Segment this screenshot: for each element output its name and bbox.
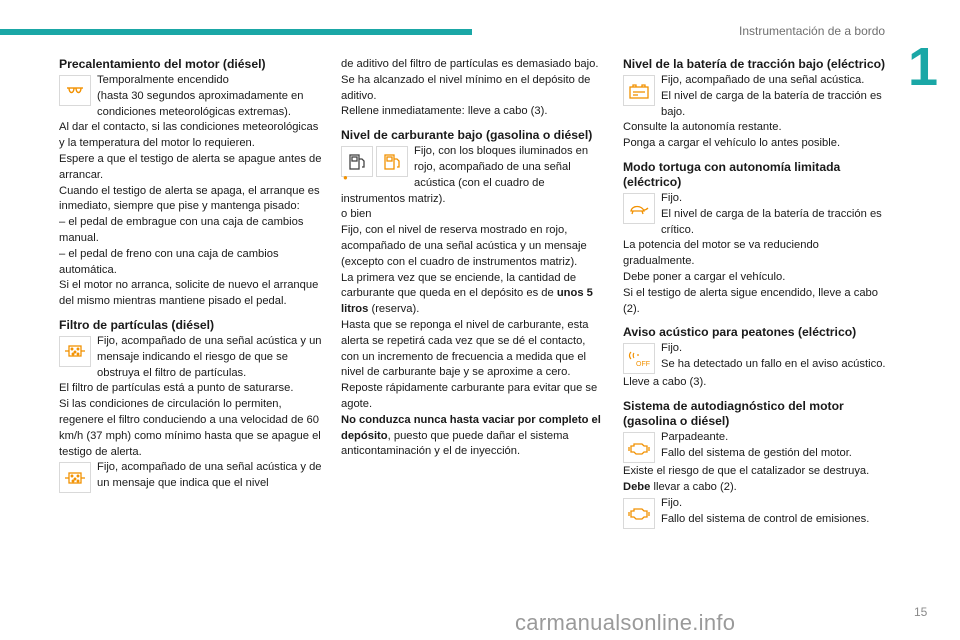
pedestrian-line1: Fijo. (661, 342, 683, 355)
fuel-p2: Fijo, con el nivel de reserva mostrado en rojo, acompañado de una señal acústica y un mensaje (excepto con el cuadro de instrumentos matriz). (341, 224, 587, 268)
turtle-icon (623, 193, 655, 224)
turtle-section (623, 160, 888, 317)
chapter-number: 1 (908, 37, 939, 97)
battery-p2: Ponga a cargar el vehículo lo antes posible. (623, 137, 841, 150)
column-3 (623, 57, 888, 538)
preheat-p2: Espere a que el testigo de alerta se apague antes de arrancar. (59, 152, 322, 181)
dpf-a-p1: El filtro de partículas está a punto de saturarse. (59, 382, 294, 395)
obd-a-line1: Parpadeante. (661, 431, 729, 444)
obd-heading: Sistema de autodiagnóstico del motor (gasolina o diésel) (623, 399, 844, 429)
battery-section (623, 57, 888, 152)
turtle-body: El nivel de carga de la batería de tracción es crítico. (661, 207, 882, 236)
fuel-p3b: unos 5 litros (341, 287, 593, 316)
dpf-a-body: Fijo, acompañado de una señal acústica y un mensaje indicando el riesgo de que se obstruya el filtro de partículas. (97, 334, 322, 379)
fuel-reserve-icon (376, 146, 408, 177)
dpf-section (59, 318, 324, 494)
fuel-p6 (341, 413, 606, 460)
battery-p1: Consulte la autonomía restante. (623, 121, 782, 134)
preheat-section (59, 57, 324, 310)
fuel-entry (341, 144, 606, 207)
pedestrian-section (623, 325, 888, 391)
dpf-continued (341, 57, 606, 120)
fuel-p1: o bien (341, 208, 372, 221)
preheat-p5: – el pedal de freno con una caja de cambios automática. (59, 247, 279, 276)
fuel-section (341, 128, 606, 460)
dpf-entry-b (59, 460, 324, 494)
fuel-heading: Nivel de carburante bajo (gasolina o diésel) (341, 128, 593, 143)
dpf-cont-p3: Rellene inmediatamente: lleve a cabo (3). (341, 105, 548, 118)
battery-heading: Nivel de la batería de tracción bajo (eléctrico) (623, 57, 886, 71)
preheat-heading: Precalentamiento del motor (diésel) (59, 57, 266, 71)
fuel-p3c: (reserva). (368, 303, 420, 316)
header-accent-bar (0, 29, 472, 35)
fuel-p3a: La primera vez que se enciende, la cantidad de carburante que queda en el depósito es de (341, 271, 577, 300)
pedestrian-off-label: OFF (636, 360, 650, 368)
engine-emissions-icon (623, 498, 655, 529)
obd-b-body: Fallo del sistema de control de emisiones. (661, 512, 870, 525)
engine-check-icon (623, 432, 655, 463)
preheat-body: (hasta 30 segundos aproximadamente en condiciones meteorológicas extremas). (97, 89, 304, 118)
obd-b-line1: Fijo. (661, 496, 683, 509)
fuel-p6a: No conduzca nunca hasta vaciar por completo el depósito (341, 413, 601, 442)
pedestrian-sound-off-icon (623, 343, 655, 374)
column-1 (59, 57, 324, 502)
watermark: carmanualsonline.info (515, 610, 736, 635)
dpf-heading: Filtro de partículas (diésel) (59, 317, 215, 332)
preheat-p3: Cuando el testigo de alerta se apaga, el arranque es inmediato, siempre que pise y mantenga pisado: (59, 184, 320, 213)
fuel-dot-icon: ● (343, 173, 348, 183)
obd-a-p2a: Debe (623, 480, 651, 493)
turtle-heading: Modo tortuga con autonomía limitada (eléctrico) (623, 159, 841, 189)
battery-body: El nivel de carga de la batería de tracción es bajo. (661, 89, 882, 118)
obd-a-p2b: llevar a cabo (2). (650, 480, 737, 493)
obd-a-p2 (623, 480, 888, 496)
fuel-p5: Reposte rápidamente carburante para evitar que se agote. (341, 382, 598, 410)
pedestrian-entry (623, 341, 888, 375)
pedestrian-p1: Lleve a cabo (3). (623, 376, 707, 389)
battery-low-icon (623, 75, 655, 106)
obd-a-body: Fallo del sistema de gestión del motor. (661, 446, 852, 459)
battery-entry (623, 73, 888, 120)
dpf-b-body: Fijo, acompañado de una señal acústica y de un mensaje que indica que el nivel (97, 461, 322, 490)
pedestrian-heading: Aviso acústico para peatones (eléctrico) (623, 325, 857, 340)
turtle-p1: La potencia del motor se va reduciendo gradualmente. (623, 239, 819, 268)
preheat-p1: Al dar el contacto, si las condiciones meteorológicas y la temperatura del motor lo requieren. (59, 121, 319, 150)
particle-filter-additive-icon (59, 462, 91, 493)
fuel-pump-icon (341, 146, 373, 183)
turtle-line1: Fijo. (661, 191, 683, 204)
fuel-body: Fijo, con los bloques iluminados en rojo, acompañado de una señal acústica (con el cuadro de instrumentos matriz). (341, 145, 589, 205)
page-number: 15 (914, 605, 928, 619)
column-2 (341, 57, 606, 468)
fuel-p4: Hasta que se reponga el nivel de carburante, esta alerta se repetirá cada vez que se dé el contacto, con un incremento de frecuencia a medida que el nivel de carburante baje y se aproxime a cero. (341, 318, 589, 379)
dpf-entry-a (59, 334, 324, 381)
pedestrian-body: Se ha detectado un fallo en el aviso acústico. (661, 358, 886, 371)
particle-filter-icon (59, 336, 91, 367)
turtle-p2: Debe poner a cargar el vehículo. (623, 270, 786, 283)
preheat-entry (59, 73, 324, 120)
dpf-cont-p1: de aditivo del filtro de partículas es demasiado bajo. (341, 58, 599, 70)
glow-plug-icon (59, 75, 91, 106)
section-title: Instrumentación de a bordo (739, 24, 886, 38)
preheat-p4: – el pedal de embrague con una caja de cambios manual. (59, 216, 304, 244)
preheat-p6: Si el motor no arranca, solicite de nuevo el arranque del mismo mientras mantiene pisado el pedal. (59, 279, 319, 308)
obd-entry-a (623, 430, 888, 464)
dpf-a-p2: Si las condiciones de circulación lo permiten, regenere el filtro conduciendo a una velocidad de 60 km/h (37 mph) como mínimo hasta que se apague el testigo de alerta. (59, 398, 321, 458)
obd-a-p1: Existe el riesgo de que el catalizador se destruya. (623, 465, 870, 478)
obd-section (623, 399, 888, 530)
turtle-p3: Si el testigo de alerta sigue encendido, lleve a cabo (2). (623, 286, 878, 315)
battery-line1: Fijo, acompañado de una señal acústica. (661, 74, 865, 86)
dpf-cont-p2: Se ha alcanzado el nivel mínimo en el depósito de aditivo. (341, 73, 591, 102)
preheat-line1: Temporalmente encendido (97, 74, 229, 86)
fuel-p3 (341, 271, 606, 318)
obd-entry-b (623, 496, 888, 530)
turtle-entry (623, 191, 888, 238)
fuel-p6b: , puesto que puede dañar el sistema anticontaminación y el de inyección. (341, 429, 569, 458)
